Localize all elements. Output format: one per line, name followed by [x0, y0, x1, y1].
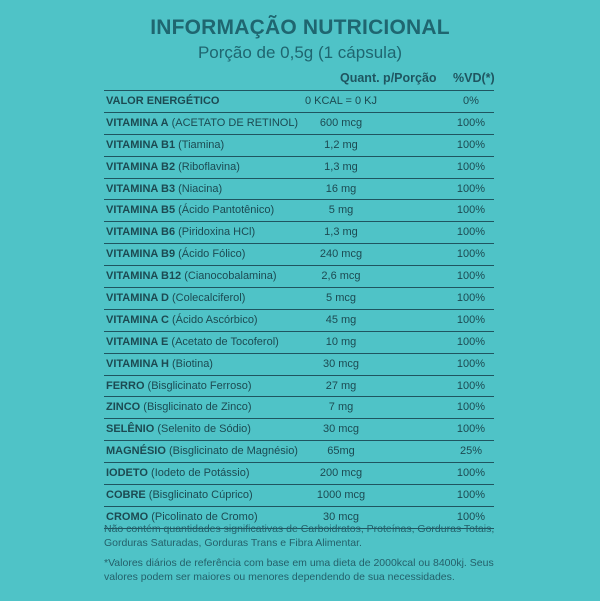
nutrient-daily-value: 100% — [456, 160, 486, 173]
nutrient-label — [106, 248, 245, 260]
nutrient-source: (Iodeto de Potássio) — [147, 467, 250, 480]
nutrient-name: VITAMINA B9 — [106, 248, 176, 261]
nutrient-label — [106, 292, 245, 304]
nutrient-daily-value: 100% — [456, 248, 486, 261]
footnote-nutrients: Não contém quantidades significativas de Carboidratos, Proteínas, Gorduras Totais, Gorduras Saturadas, Gorduras Trans e Fibra Alimentar. — [104, 523, 495, 549]
nutrient-quantity: 240 mcg — [319, 248, 363, 261]
nutrient-label — [106, 401, 252, 413]
nutrient-quantity: 2,6 mcg — [321, 270, 361, 283]
nutrient-name: IODETO — [106, 467, 148, 480]
nutrient-name: VITAMINA A — [106, 116, 169, 129]
nutrient-daily-value: 100% — [456, 270, 486, 283]
table-row — [104, 463, 494, 485]
nutrient-name: SELÊNIO — [106, 423, 155, 436]
nutrient-daily-value: 100% — [456, 292, 486, 305]
nutrient-label — [106, 380, 251, 392]
table-row — [104, 222, 494, 244]
nutrient-source: (Picolinato de Cromo) — [148, 510, 258, 523]
nutrient-quantity: 5 mg — [328, 204, 354, 217]
nutrient-daily-value: 0% — [463, 95, 479, 107]
nutrient-label — [106, 314, 258, 326]
nutrient-quantity: 7 mg — [328, 401, 354, 414]
nutrient-label — [106, 489, 253, 501]
nutrient-label — [106, 511, 258, 523]
nutrient-name: VITAMINA B6 — [106, 226, 176, 239]
nutrient-label — [106, 117, 298, 129]
nutrient-source: (Bisglicinato Cúprico) — [145, 489, 253, 502]
nutrient-quantity: 1,3 mg — [324, 226, 358, 239]
nutrient-label — [106, 358, 213, 370]
nutrient-daily-value: 100% — [456, 204, 486, 217]
nutrient-label — [106, 467, 250, 479]
nutrient-label — [106, 183, 222, 195]
nutrient-name: VITAMINA B3 — [106, 182, 176, 195]
nutrient-daily-value: 100% — [456, 357, 486, 370]
table-row — [104, 354, 494, 376]
table-row — [104, 288, 494, 310]
nutrient-quantity: 1,3 mg — [324, 160, 358, 173]
nutrient-label — [106, 95, 219, 107]
nutrient-daily-value: 100% — [456, 116, 486, 129]
nutrient-name: VITAMINA B1 — [106, 138, 176, 151]
nutrient-daily-value: 100% — [456, 138, 486, 151]
nutrient-label — [106, 204, 274, 216]
nutrient-name: VITAMINA E — [106, 335, 169, 348]
nutrient-quantity: 30 mcg — [322, 357, 360, 370]
nutrient-source: (Tiamina) — [175, 138, 225, 151]
table-row — [104, 113, 494, 135]
nutrient-label — [106, 270, 277, 282]
nutrient-daily-value: 100% — [456, 423, 486, 436]
table-row — [104, 332, 494, 354]
nutrient-quantity: 45 mg — [325, 313, 357, 326]
nutrient-quantity: 30 mcg — [322, 423, 360, 436]
nutrient-daily-value: 100% — [456, 510, 486, 523]
table-row — [104, 441, 494, 463]
table-row — [104, 419, 494, 441]
table-row — [104, 266, 494, 288]
nutrient-quantity: 600 mcg — [319, 116, 363, 129]
nutrient-daily-value: 25% — [459, 445, 483, 458]
nutrient-source: (Piridoxina HCl) — [175, 226, 256, 239]
nutrient-name: VALOR ENERGÉTICO — [106, 95, 220, 107]
nutrient-name: FERRO — [106, 379, 145, 392]
nutrient-name: VITAMINA B12 — [106, 270, 182, 283]
nutrient-name: VITAMINA B5 — [106, 204, 176, 217]
nutrient-quantity: 27 mg — [325, 379, 357, 392]
nutrient-source: (Biotina) — [168, 357, 213, 370]
nutrient-source: (Ácido Pantotênico) — [175, 204, 275, 217]
nutrient-source: (Bisglicinato Ferroso) — [144, 379, 252, 392]
nutrient-name: COBRE — [106, 489, 146, 502]
nutrient-label — [106, 161, 240, 173]
nutrient-quantity: 65mg — [327, 445, 355, 458]
nutrient-source: (Bisglicinato de Zinco) — [140, 401, 252, 414]
nutrient-quantity: 0 KCAL = 0 KJ — [304, 95, 378, 107]
nutrient-label — [106, 423, 251, 435]
page-title: INFORMAÇÃO NUTRICIONAL — [150, 16, 450, 39]
table-row — [104, 485, 494, 507]
nutrient-source: (ACETATO DE RETINOL) — [168, 116, 299, 129]
nutrient-quantity: 5 mcg — [326, 292, 356, 305]
nutrient-daily-value: 100% — [456, 313, 486, 326]
nutrient-name: MAGNÉSIO — [106, 445, 166, 458]
table-row — [104, 91, 494, 113]
table-row — [104, 157, 494, 179]
header-quantity: Quant. p/Porção — [340, 71, 437, 85]
table-row — [104, 376, 494, 398]
nutrient-quantity: 10 mg — [325, 335, 357, 348]
nutrient-name: VITAMINA H — [106, 357, 169, 370]
nutrient-quantity: 200 mcg — [319, 467, 363, 480]
nutrient-source: (Ácido Fólico) — [175, 248, 246, 261]
nutrient-source: (Acetato de Tocoferol) — [168, 335, 279, 348]
nutrient-source: (Ácido Ascórbico) — [168, 313, 258, 326]
nutrient-daily-value: 100% — [456, 467, 486, 480]
nutrient-quantity: 30 mcg — [322, 510, 360, 523]
header-vd: %VD(*) — [453, 71, 495, 85]
nutrient-source: (Riboflavina) — [175, 160, 240, 173]
footnote-daily-values: *Valores diários de referência com base em uma dieta de 2000kcal ou 8400kj. Seus valores podem ser maiores ou menores dependendo de sua necessidades. — [104, 557, 494, 583]
nutrient-quantity: 1000 mcg — [316, 489, 366, 502]
nutrient-daily-value: 100% — [456, 335, 486, 348]
nutrient-source: (Selenito de Sódio) — [154, 423, 251, 436]
nutrient-quantity: 1,2 mg — [324, 138, 358, 151]
table-row — [104, 397, 494, 419]
nutrition-table — [104, 90, 494, 529]
nutrient-daily-value: 100% — [456, 226, 486, 239]
nutrient-source: (Bisglicinato de Magnésio) — [165, 445, 298, 458]
serving-size: Porção de 0,5g (1 cápsula) — [197, 43, 403, 62]
nutrient-source: (Cianocobalamina) — [181, 270, 277, 283]
table-row — [104, 135, 494, 157]
nutrient-name: ZINCO — [106, 401, 141, 414]
nutrient-quantity: 16 mg — [325, 182, 357, 195]
nutrient-daily-value: 100% — [456, 401, 486, 414]
nutrient-name: CROMO — [106, 510, 149, 523]
table-row — [104, 244, 494, 266]
nutrient-daily-value: 100% — [456, 182, 486, 195]
table-row — [104, 179, 494, 201]
nutrient-source: (Niacina) — [175, 182, 223, 195]
nutrient-label — [106, 139, 224, 151]
nutrient-name: VITAMINA B2 — [106, 160, 176, 173]
nutrient-daily-value: 100% — [456, 379, 486, 392]
table-row — [104, 200, 494, 222]
nutrient-name: VITAMINA C — [106, 313, 169, 326]
nutrient-label — [106, 226, 255, 238]
nutrient-name: VITAMINA D — [106, 292, 169, 305]
nutrient-daily-value: 100% — [456, 489, 486, 502]
nutrient-label — [106, 336, 279, 348]
table-row — [104, 310, 494, 332]
nutrient-label — [106, 445, 298, 457]
nutrient-source: (Colecalciferol) — [168, 292, 246, 305]
